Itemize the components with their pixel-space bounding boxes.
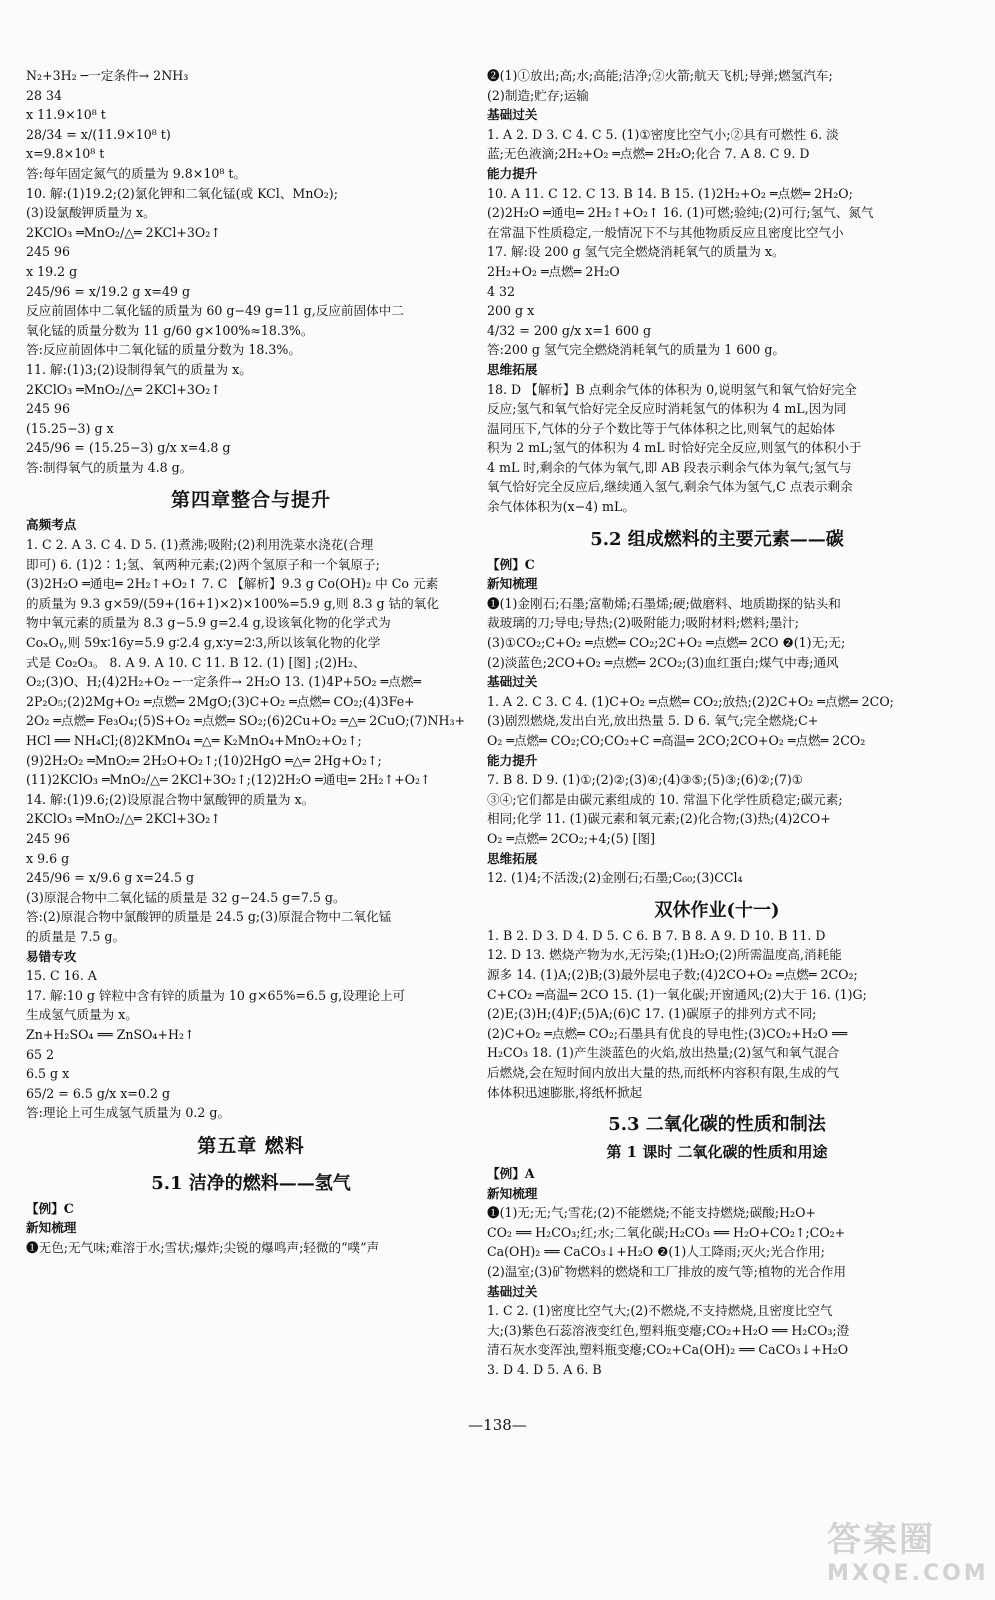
answer-line: 式是 Co₂O₃。 8. A 9. A 10. C 11. B 12. (1) [图] ;(2)H₂、: [26, 654, 366, 670]
answer-line: 12. (1)4;不活泼;(2)金刚石;石墨;C₆₀;(3)CCl₄: [487, 870, 743, 886]
watermark-logo: [827, 1512, 989, 1586]
subsection-label: 新知梳理: [26, 1220, 77, 1236]
answer-line: 1. C 2. (1)密度比空气大;(2)不燃烧,不支持燃烧,且密度比空气: [487, 1303, 833, 1319]
answer-line: 1. B 2. D 3. D 4. D 5. C 6. B 7. B 8. A 9. D 10. B 11. D: [487, 927, 826, 943]
answer-line: 2H₂+O₂ ═点燃═ 2H₂O: [487, 263, 620, 279]
answer-line: Zn+H₂SO₄ ══ ZnSO₄+H₂↑: [26, 1026, 195, 1042]
answer-line: 蓝;无色液滴;2H₂+O₂ ═点燃═ 2H₂O;化合 7. A 8. C 9. D: [487, 146, 810, 162]
answer-line: (2)C+O₂ ═点燃═ CO₂;石墨具有优良的导电性;(3)CO₂+H₂O ══: [487, 1025, 848, 1041]
answer-line: O₂;(3)O、H;(4)2H₂+O₂ ─一定条件→ 2H₂O 13. (1)4P+5O₂ ═点燃═: [26, 674, 421, 690]
section-heading: 第五章 燃料: [197, 1134, 305, 1157]
answer-line: 245 96: [26, 244, 71, 260]
answer-line: 反应前固体中二氧化锰的质量为 60 g−49 g=11 g,反应前固体中二: [26, 303, 404, 319]
answer-line: (2)E;(3)H;(4)F;(5)A;(6)C 17. (1)碳原子的排列方式不同;: [487, 1006, 817, 1022]
answer-line: H₂CO₃ 18. (1)产生淡蓝色的火焰,放出热量;(2)氢气和氧气混合: [487, 1045, 840, 1061]
answer-line: x 19.2 g: [26, 263, 78, 279]
subsection-label: 易错专攻: [26, 948, 77, 964]
subsection-label: 【例】C: [487, 556, 535, 572]
answer-line: 2KClO₃ ═MnO₂/△═ 2KCl+3O₂↑: [26, 381, 221, 397]
answer-line: 后燃烧,会在短时间内放出大量的热,而纸杯内容积有限,生成的气: [487, 1064, 840, 1080]
answer-line: 氧化锰的质量分数为 11 g/60 g×100%≈18.3%。: [26, 322, 314, 338]
subsection-label: 基础过关: [487, 674, 538, 690]
answer-line: 10. 解:(1)19.2;(2)氯化钾和二氧化锰(或 KCl、MnO₂);: [26, 185, 338, 201]
page-number: —138—: [468, 1416, 527, 1434]
subsection-label: 能力提升: [487, 752, 538, 768]
answer-line: 大;(3)紫色石蕊溶液变红色,塑料瓶变瘪;CO₂+H₂O ══ H₂CO₃;澄: [487, 1322, 850, 1338]
answer-line: 即可) 6. (1)2∶1;氢、氧两种元素;(2)两个氢原子和一个氧原子;: [26, 556, 380, 572]
answer-line: ❶无色;无气味;难溶于水;雪状;爆炸;尖锐的爆鸣声;轻微的“噗”声: [26, 1240, 380, 1256]
subsection-label: 【例】A: [487, 1166, 535, 1182]
answer-line: (3)原混合物中二氧化锰的质量是 32 g−24.5 g=7.5 g。: [26, 889, 346, 905]
subsection-label: 能力提升: [487, 165, 538, 181]
answer-line: HCl ══ NH₄Cl;(8)2KMnO₄ ═△═ K₂MnO₄+MnO₂+O₂↑;: [26, 733, 362, 748]
answer-line: Ca(OH)₂ ══ CaCO₃↓+H₂O ❷(1)人工降雨;灭火;光合作用;: [487, 1244, 825, 1260]
answer-line: 答:理论上可生成氢气质量为 0.2 g。: [26, 1105, 231, 1121]
answer-line: 14. 解:(1)9.6;(2)设原混合物中氯酸钾的质量为 x。: [26, 791, 315, 807]
answer-line: 11. 解:(1)3;(2)设制得氧气的质量为 x。: [26, 361, 252, 377]
answer-line: 4 32: [487, 283, 516, 299]
answer-line: x=9.8×10⁸ t: [26, 146, 105, 162]
answer-line: 1. A 2. D 3. C 4. C 5. (1)①密度比空气小;②具有可燃性 6. 淡: [487, 126, 839, 142]
answer-line: 4/32 = 200 g/x x=1 600 g: [487, 322, 652, 338]
subsection-label: 思维拓展: [487, 850, 538, 866]
answer-line: 245/96 = x/19.2 g x=49 g: [26, 283, 191, 299]
answer-line: 的质量为 9.3 g×59/(59+(16+1)×2)×100%=5.9 g,则 8.3 g 钴的氧化: [26, 595, 439, 611]
answer-line: 28 34: [26, 87, 63, 103]
answer-line: (2)温室;(3)矿物燃料的燃烧和工厂排放的废气等;植物的光合作用: [487, 1264, 847, 1280]
answer-line: (15.25−3) g x: [26, 420, 114, 436]
section-heading: 5.2 组成燃料的主要元素——碳: [590, 528, 844, 550]
answer-line: 10. A 11. C 12. C 13. B 14. B 15. (1)2H₂+O₂ ═点燃═ 2H₂O;: [487, 185, 853, 201]
watermark-top: 答案圈: [827, 1520, 935, 1560]
answer-line: (3)设氯酸钾质量为 x。: [26, 205, 156, 221]
answer-line: CoₓOᵧ,则 59x∶16y=5.9 g∶2.4 g,x∶y=2∶3,所以该氧化物的化学: [26, 635, 381, 651]
answer-line: 答:(2)原混合物中氯酸钾的质量是 24.5 g;(3)原混合物中二氧化锰: [26, 909, 392, 925]
answer-line: 65/2 = 6.5 g/x x=0.2 g: [26, 1085, 171, 1101]
answer-line: 物中氧元素的质量为 8.3 g−5.9 g=2.4 g,设该氧化物的化学式为: [26, 615, 391, 631]
answer-line: 245/96 = (15.25−3) g/x x=4.8 g: [26, 440, 231, 456]
answer-line: 温同压下,气体的分子个数比等于气体体积之比,则氧气的起始体: [487, 420, 836, 436]
answer-line: 18. D 【解析】B 点剩余气体的体积为 0,说明氢气和氧气恰好完全: [487, 381, 857, 397]
watermark-bottom: MXQE.COM: [827, 1561, 989, 1586]
answer-line: (2)淡蓝色;2CO+O₂ ═点燃═ 2CO₂;(3)血红蛋白;煤气中毒;通风: [487, 654, 839, 670]
answer-line: 245 96: [26, 401, 71, 417]
left-column: [26, 66, 476, 1258]
answer-line: 答:制得氧气的质量为 4.8 g。: [26, 459, 193, 475]
answer-line: 答:反应前固体中二氧化锰的质量分数为 18.3%。: [26, 342, 301, 358]
answer-line: 245 96: [26, 830, 71, 846]
subsection-label: 基础过关: [487, 1283, 538, 1299]
answer-line: O₂ ═点燃═ 2CO₂;+4;(5) [图]: [487, 830, 656, 846]
answer-line: 17. 解:10 g 锌粒中含有锌的质量为 10 g×65%=6.5 g,设理论上可: [26, 987, 406, 1003]
answer-line: 反应;氢气和氧气恰好完全反应时消耗氢气的体积为 4 mL,因为同: [487, 401, 847, 417]
answer-line: 相同;化学 11. (1)碳元素和氧元素;(2)化合物;(3)热;(4)2CO+: [487, 811, 831, 827]
answer-line: (2)2H₂O ═通电═ 2H₂↑+O₂↑ 16. (1)可燃;验纯;(2)可行;氢气、氮气: [487, 205, 874, 221]
answer-line: O₂ ═点燃═ CO₂;CO;CO₂+C ═高温═ 2CO;2CO+O₂ ═点燃═ 2CO₂: [487, 733, 866, 748]
answer-line: 245/96 = x/9.6 g x=24.5 g: [26, 870, 195, 886]
answer-line: 1. A 2. C 3. C 4. (1)C+O₂ ═点燃═ CO₂;放热;(2)2C+O₂ ═点燃═ 2CO;: [487, 693, 894, 709]
answer-line: 余气体体积为(x−4) mL。: [487, 499, 635, 515]
answer-line: 6.5 g x: [26, 1066, 70, 1082]
answer-line: 28/34 = x/(11.9×10⁸ t): [26, 126, 171, 142]
answer-line: 氧气恰好完全反应后,继续通入氢气,剩余气体为氢气,C 点表示剩余: [487, 479, 853, 495]
answer-line: (3)2H₂O ═通电═ 2H₂↑+O₂↑ 7. C 【解析】9.3 g Co(OH)₂ 中 Co 元素: [26, 576, 439, 592]
answer-line: 3. D 4. D 5. A 6. B: [487, 1362, 602, 1378]
answer-line: 答:200 g 氢气完全燃烧消耗氧气的质量为 1 600 g。: [487, 342, 785, 358]
answer-line: 在常温下性质稳定,一般情况下不与其他物质反应且密度比空气小: [487, 224, 844, 240]
answer-line: (3)剧烈燃烧,发出白光,放出热量 5. D 6. 氧气;完全燃烧;C+: [487, 713, 819, 729]
answer-line: 答:每年固定氮气的质量为 9.8×10⁸ t。: [26, 165, 247, 181]
answer-line: C+CO₂ ═高温═ 2CO 15. (1)一氧化碳;开窗通风;(2)大于 16. (1)G;: [487, 986, 867, 1002]
answer-line: (11)2KClO₃ ═MnO₂/△═ 2KCl+3O₂↑;(12)2H₂O ═通电═ 2H₂↑+O₂↑: [26, 772, 431, 788]
answer-line: 4 mL 时,剩余的气体为氧气,即 AB 段表示剩余气体为氧气;氢气与: [487, 459, 852, 475]
answer-line: ❶(1)无;无;气;雪花;(2)不能燃烧;不能支持燃烧;碳酸;H₂O+: [487, 1205, 816, 1221]
answer-line: (3)①CO₂;C+O₂ ═点燃═ CO₂;2C+O₂ ═点燃═ 2CO ❷(1)无;无;: [487, 635, 846, 651]
answer-line: 17. 解:设 200 g 氢气完全燃烧消耗氧气的质量为 x。: [487, 244, 785, 260]
answer-line: 2P₂O₅;(2)2Mg+O₂ ═点燃═ 2MgO;(3)C+O₂ ═点燃═ CO₂;(4)3Fe+: [26, 693, 415, 709]
answer-line: 7. B 8. D 9. (1)①;(2)②;(3)④;(4)③⑤;(5)③;(6)②;(7)①: [487, 772, 804, 788]
subsection-label: 思维拓展: [487, 361, 538, 377]
subsection-label: 【例】C: [26, 1200, 74, 1216]
subsection-label: 高频考点: [26, 517, 77, 533]
section-heading: 第 1 课时 二氧化碳的性质和用途: [606, 1143, 828, 1162]
section-heading: 双休作业(十一): [654, 899, 780, 921]
answer-line: 12. D 13. 燃烧产物为水,无污染;(1)H₂O;(2)所需温度高,消耗能: [487, 947, 842, 963]
answer-line: 2O₂ ═点燃═ Fe₃O₄;(5)S+O₂ ═点燃═ SO₂;(6)2Cu+O₂ ═△═ 2CuO;(7)NH₃+: [26, 713, 466, 729]
answer-line: 1. C 2. A 3. C 4. D 5. (1)煮沸;吸附;(2)利用洗菜水浇花(合理: [26, 537, 374, 553]
answer-line: 积为 2 mL;氢气的体积为 4 mL 时恰好完全反应,则氢气的体积小于: [487, 440, 862, 456]
answer-line: (9)2H₂O₂ ═MnO₂═ 2H₂O+O₂↑;(10)2HgO ═△═ 2Hg+O₂↑;: [26, 752, 382, 768]
section-heading: 第四章整合与提升: [170, 489, 331, 512]
subsection-label: 新知梳理: [487, 1185, 538, 1201]
right-column: [487, 66, 947, 1380]
answer-line: x 9.6 g: [26, 850, 70, 866]
answer-line: 裁玻璃的刀;导电;导热;(2)吸附能力;吸附材料;燃料;墨汁;: [487, 615, 800, 631]
answer-line: CO₂ ══ H₂CO₃;红;水;二氧化碳;H₂CO₃ ══ H₂O+CO₂↑;CO₂+: [487, 1224, 846, 1240]
section-heading: 5.1 洁净的燃料——氢气: [151, 1172, 351, 1194]
answer-line: ❷(1)①放出;高;水;高能;洁净;②火箭;航天飞机;导弹;燃氢汽车;: [487, 68, 833, 83]
section-heading: 5.3 二氧化碳的性质和制法: [608, 1114, 826, 1136]
answer-line: 15. C 16. A: [26, 968, 97, 984]
answer-line: 200 g x: [487, 303, 535, 319]
answer-line: 2KClO₃ ═MnO₂/△═ 2KCl+3O₂↑: [26, 811, 221, 827]
answer-line: 清石灰水变浑浊,塑料瓶变瘪;CO₂+Ca(OH)₂ ══ CaCO₃↓+H₂O: [487, 1342, 849, 1358]
answer-line: 的质量是 7.5 g。: [26, 928, 126, 944]
subsection-label: 新知梳理: [487, 576, 538, 592]
answer-line: 源多 14. (1)A;(2)B;(3)最外层电子数;(4)2CO+O₂ ═点燃═ 2CO₂;: [487, 966, 858, 982]
answer-line: ③④;它们都是由碳元素组成的 10. 常温下化学性质稳定;碳元素;: [487, 791, 843, 807]
answer-line: 2KClO₃ ═MnO₂/△═ 2KCl+3O₂↑: [26, 224, 221, 240]
answer-line: N₂+3H₂ ─一定条件→ 2NH₃: [26, 68, 189, 83]
subsection-label: 基础过关: [487, 107, 538, 123]
answer-line: x 11.9×10⁸ t: [26, 107, 106, 123]
answer-line: 体体积迅速膨胀,将纸杯掀起: [487, 1084, 643, 1100]
answer-line: (2)制造;贮存;运输: [487, 87, 589, 103]
answer-line: 生成氢气质量为 x。: [26, 1007, 138, 1023]
answer-line: 65 2: [26, 1046, 55, 1062]
answer-line: ❶(1)金刚石;石墨;富勒烯;石墨烯;硬;做磨料、地质勘探的钻头和: [487, 595, 841, 611]
